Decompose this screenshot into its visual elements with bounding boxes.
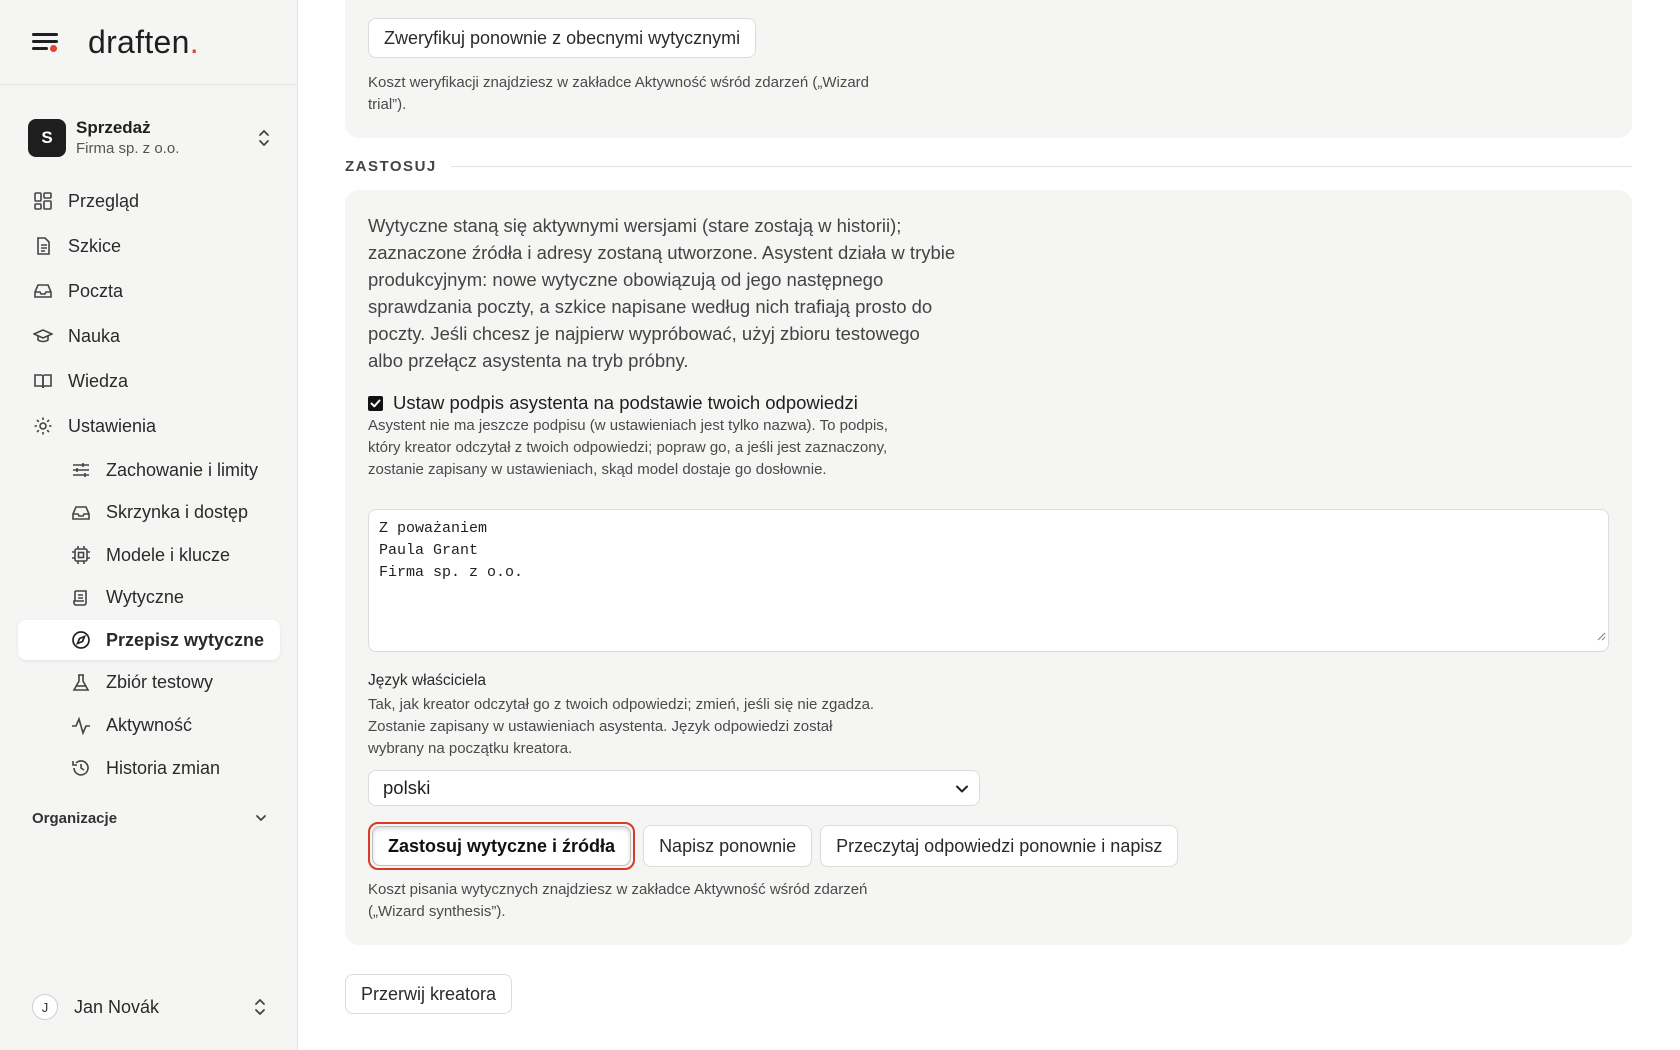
sidebar-item-rewrite-guidelines[interactable] [18, 620, 280, 660]
nav-item-drafts[interactable] [18, 225, 280, 267]
apply-intro-text: Wytyczne staną się aktywnymi wersjami (stare zostają w historii); zaznaczone źródła i adresy zostaną utworzone. Asystent działa w trybie produkcyjnym: nowe wytyczne obowiązują od jego następnego sprawdzania poczty, a szkice napisane według nich trafiają prosto do poczty. Jeśli chcesz je najpierw wypróbować, użyj zbioru testowego albo przełącz asystenta na tryb próbny. [368, 215, 956, 371]
verify-card [345, 0, 1632, 138]
resize-handle-icon[interactable] [1596, 627, 1606, 649]
nav-item-label: Nauka [68, 325, 121, 346]
synthesis-cost-note: Koszt pisania wytycznych znajdziesz w zakładce Aktywność wśród zdarzeń („Wizard synthesis”). [368, 881, 868, 920]
scroll-icon [70, 587, 92, 609]
sidebar-item-label: Historia zmian [106, 757, 221, 778]
compass-icon [70, 629, 92, 651]
avatar: J [32, 994, 58, 1020]
chevron-up-down-icon [256, 127, 272, 149]
sidebar [0, 0, 298, 1050]
nav-item-label: Ustawienia [68, 415, 157, 436]
rewrite-button[interactable]: Napisz ponownie [643, 825, 812, 867]
focus-ring [368, 822, 635, 870]
nav-item-label: Szkice [68, 235, 122, 256]
owner-language-label: Język właściciela [368, 672, 487, 689]
nav-item-label: Przegląd [68, 190, 140, 211]
user-name: Jan Novák [74, 996, 160, 1017]
sidebar-item-guidelines[interactable] [18, 578, 280, 618]
signature-textarea[interactable]: Z poważaniem Paula Grant Firma sp. z o.o. [368, 509, 1609, 652]
settings-subnav [18, 450, 280, 788]
section-title: ZASTOSUJ [345, 158, 437, 175]
main-content [299, 0, 1680, 1050]
sidebar-item-test-set[interactable] [18, 663, 280, 703]
apply-section-heading [345, 158, 1632, 175]
workspace-name: Sprzedaż [76, 118, 151, 137]
signature-checkbox[interactable] [368, 396, 383, 411]
brand-bar [0, 0, 297, 85]
nav-item-mail[interactable] [18, 270, 280, 312]
owner-language-select[interactable] [368, 770, 980, 806]
activity-icon [70, 715, 92, 737]
graduation-cap-icon [32, 325, 54, 347]
sidebar-item-label: Modele i klucze [106, 544, 231, 565]
organizations-label: Organizacje [32, 810, 118, 827]
sidebar-item-label: Skrzynka i dostęp [106, 502, 249, 523]
sidebar-item-activity[interactable] [18, 706, 280, 746]
sidebar-item-label: Zachowanie i limity [106, 459, 259, 480]
chevron-up-down-icon [252, 996, 268, 1018]
sidebar-item-label: Aktywność [106, 715, 193, 736]
signature-checkbox-label: Ustaw podpis asystenta na podstawie twoich odpowiedzi [393, 392, 858, 413]
flask-icon [70, 672, 92, 694]
signature-checkbox-row[interactable] [368, 392, 858, 414]
sidebar-item-label: Zbiór testowy [106, 672, 214, 693]
gear-icon [32, 415, 54, 437]
owner-language-help: Tak, jak kreator odczytał go z twoich odpowiedzi; zmień, jeśli się nie zgadza. Zostanie zapisany w ustawieniach asystenta. Język odpowiedzi został wybrany na początku kreatora. [368, 696, 875, 757]
sidebar-item-change-history[interactable] [18, 748, 280, 788]
chevron-down-icon [955, 777, 969, 799]
apply-actions [368, 822, 1186, 870]
nav-item-settings[interactable] [18, 405, 280, 447]
chevron-down-icon [254, 810, 268, 827]
workspace-company: Firma sp. z o.o. [76, 140, 180, 157]
inbox-icon [70, 502, 92, 524]
menu-icon[interactable] [32, 31, 60, 53]
abort-wizard-button[interactable]: Przerwij kreatora [345, 974, 512, 1014]
reverify-button[interactable]: Zweryfikuj ponownie z obecnymi wytycznymi [368, 18, 756, 58]
sidebar-item-behavior-limits[interactable] [18, 450, 280, 490]
apply-guidelines-button[interactable]: Zastosuj wytyczne i źródła [372, 826, 631, 866]
apply-card [345, 190, 1632, 945]
book-icon [32, 370, 54, 392]
user-menu[interactable] [32, 994, 268, 1020]
divider [451, 166, 1632, 167]
sidebar-item-models-keys[interactable] [18, 535, 280, 575]
document-icon [32, 235, 54, 257]
sidebar-item-label: Przepisz wytyczne [106, 629, 265, 650]
nav-item-overview[interactable] [18, 180, 280, 222]
verify-cost-note: Koszt weryfikacji znajdziesz w zakładce Aktywność wśród zdarzeń („Wizard trial”). [368, 74, 869, 113]
nav-item-knowledge[interactable] [18, 360, 280, 402]
inbox-icon [32, 280, 54, 302]
dashboard-icon [32, 190, 54, 212]
nav-item-label: Poczta [68, 280, 124, 301]
owner-language-value: polski [383, 777, 431, 798]
workspace-switcher[interactable] [28, 116, 272, 160]
sidebar-item-label: Wytyczne [106, 587, 184, 608]
organizations-toggle[interactable] [32, 810, 268, 827]
chip-icon [70, 544, 92, 566]
reread-and-write-button[interactable]: Przeczytaj odpowiedzi ponownie i napisz [820, 825, 1178, 867]
signature-help-text: Asystent nie ma jeszcze podpisu (w ustawieniach jest tylko nazwa). To podpis, który kreator odczytał z twoich odpowiedzi; popraw go, a jeśli jest zaznaczony, zostanie zapisany w ustawieniach, skąd model dostaje go dosłownie. [368, 417, 888, 478]
sidebar-item-mailbox-access[interactable] [18, 493, 280, 533]
workspace-avatar: S [28, 119, 66, 157]
logo[interactable]: draften. [88, 23, 199, 60]
main-nav [18, 180, 280, 791]
nav-item-learning[interactable] [18, 315, 280, 357]
sliders-icon [70, 459, 92, 481]
history-icon [70, 757, 92, 779]
nav-item-label: Wiedza [68, 370, 129, 391]
